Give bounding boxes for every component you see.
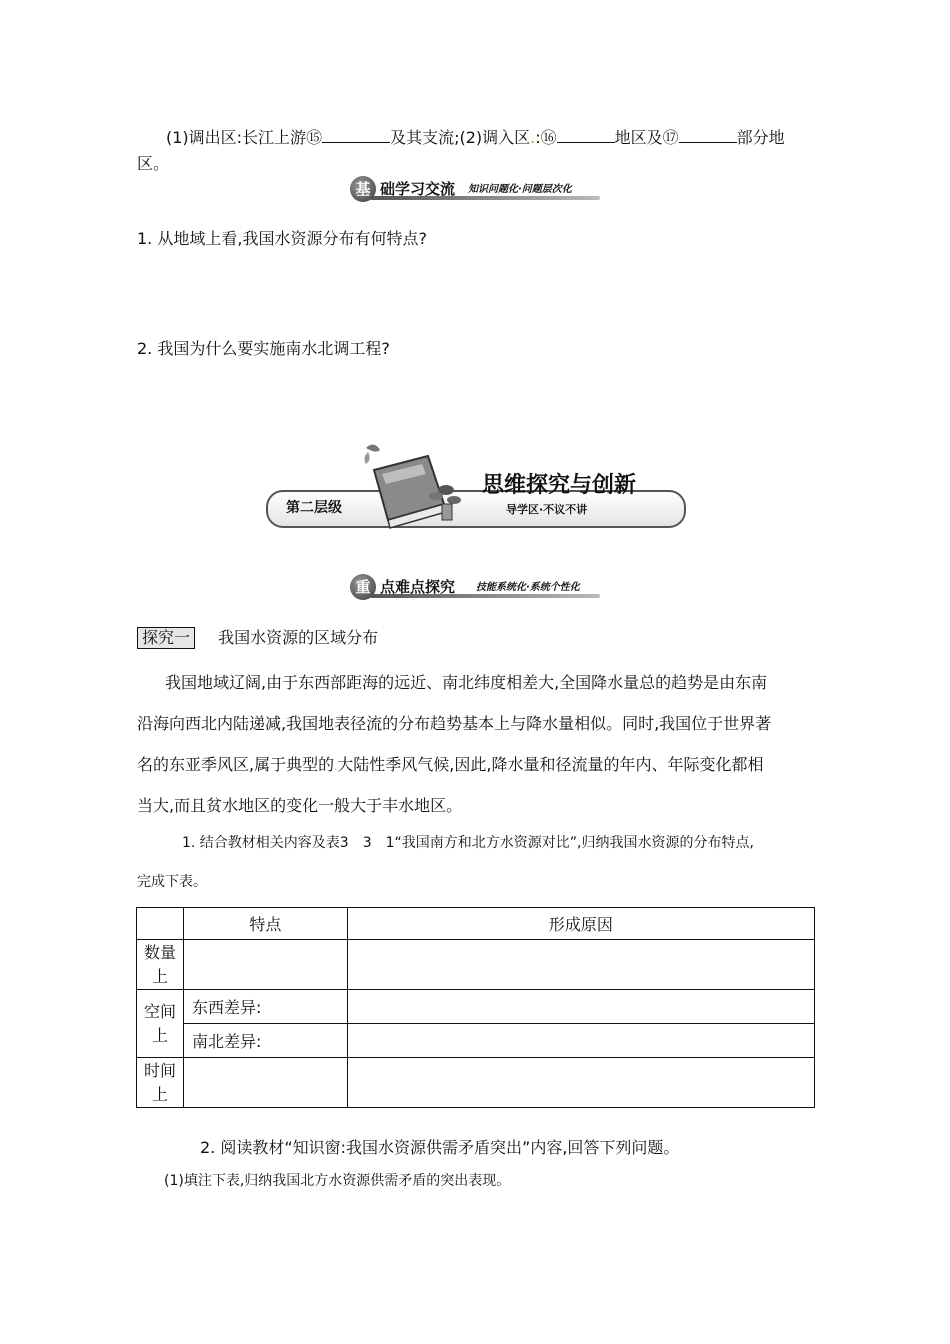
paragraph-line-3b: 大陆性季风气候,因此,降水量和径流量的年内、年际变化都相 xyxy=(337,755,764,774)
cell-reason-east-west[interactable] xyxy=(347,990,814,1024)
book-plant-icon xyxy=(346,440,466,530)
table-row xyxy=(137,1058,815,1108)
paragraph-line-1: 我国地域辽阔,由于东西部距海的远近、南北纬度相差大,全国降水量总的趋势是由东南 xyxy=(165,673,768,692)
cell-feature-time[interactable] xyxy=(183,1058,347,1108)
row-label-space: 空间上 xyxy=(137,990,184,1058)
cell-feature-north-south[interactable]: 南北差异: xyxy=(183,1024,347,1058)
explore-heading xyxy=(137,625,378,651)
task1-line-1: 1. 结合教材相关内容及表3 3 1“我国南方和北方水资源对比”,归纳我国水资源的分布特点, xyxy=(182,835,754,851)
marker-17: ⑰ xyxy=(662,128,679,147)
blank-17[interactable] xyxy=(679,126,737,143)
blank-15[interactable] xyxy=(322,126,390,143)
question-1: 1. 从地域上看,我国水资源分布有何特点? xyxy=(137,229,427,248)
row-label-quantity: 数量上 xyxy=(137,940,184,990)
intro-text-1: (1)调出区:长江上游 xyxy=(166,128,307,147)
table-row xyxy=(137,1024,815,1058)
level-label: 第二层级 xyxy=(286,500,342,516)
cell-reason-quantity[interactable] xyxy=(347,940,814,990)
cell-feature-quantity[interactable] xyxy=(183,940,347,990)
banner-subtitle-2: 技能系统化·系统个性化 xyxy=(476,582,580,593)
table-row xyxy=(137,940,815,990)
marker-15: ⑮ xyxy=(306,128,323,147)
intro-line-2: 区。 xyxy=(137,154,170,173)
task1-line-2: 完成下表。 xyxy=(137,874,207,890)
intro-colon: : xyxy=(535,128,541,147)
distribution-table xyxy=(136,907,815,1108)
banner-subtitle: 知识问题化·问题层次化 xyxy=(468,184,572,195)
section-banner-basic xyxy=(350,176,600,202)
paragraph-line-3 xyxy=(137,752,763,781)
banner-title: 础学习交流 xyxy=(380,180,456,198)
cell-reason-time[interactable] xyxy=(347,1058,814,1108)
intro-text-2: 及其支流;(2)调入区 xyxy=(390,128,531,147)
banner-title-2: 点难点探究 xyxy=(380,578,456,596)
task2-sub1: (1)填注下表,归纳我国北方水资源供需矛盾的突出表现。 xyxy=(164,1173,511,1189)
paragraph-line-4: 当大,而且贫水地区的变化一般大于丰水地区。 xyxy=(137,796,463,815)
marker-16: ⑯ xyxy=(540,128,557,147)
section-banner-key xyxy=(350,574,600,600)
table-header-corner xyxy=(137,908,184,940)
row-label-time: 时间上 xyxy=(137,1058,184,1108)
explore-tag: 探究一 xyxy=(137,627,195,649)
paragraph-line-2: 沿海向西北内陆递减,我国地表径流的分布趋势基本上与降水量相似。同时,我国位于世界著 xyxy=(137,714,772,733)
explore-title: 我国水资源的区域分布 xyxy=(218,628,379,647)
blank-16[interactable] xyxy=(557,126,615,143)
table-row xyxy=(137,990,815,1024)
question-2: 2. 我国为什么要实施南水北调工程? xyxy=(137,339,390,358)
level-subtitle: 导学区·不议不讲 xyxy=(506,503,588,516)
level-title: 思维探究与创新 xyxy=(482,473,637,498)
intro-line-1 xyxy=(166,125,785,151)
cell-feature-east-west[interactable]: 东西差异: xyxy=(183,990,347,1024)
accent-dot-2: . xyxy=(334,762,338,773)
table-header-feature: 特点 xyxy=(183,908,347,940)
accent-dot: . xyxy=(530,128,536,147)
table-header-reason: 形成原因 xyxy=(347,908,814,940)
task2-line: 2. 阅读教材“知识窗:我国水资源供需矛盾突出”内容,回答下列问题。 xyxy=(200,1138,680,1157)
table-header-row xyxy=(137,908,815,940)
paragraph-line-3a: 名的东亚季风区,属于典型的 xyxy=(137,755,335,774)
cell-reason-north-south[interactable] xyxy=(347,1024,814,1058)
intro-text-3: 地区及 xyxy=(614,128,663,147)
intro-text-4: 部分地 xyxy=(736,128,785,147)
banner-badge-icon: 基 xyxy=(350,176,376,202)
level-banner xyxy=(266,440,686,530)
banner-badge-icon-2: 重 xyxy=(350,574,376,600)
